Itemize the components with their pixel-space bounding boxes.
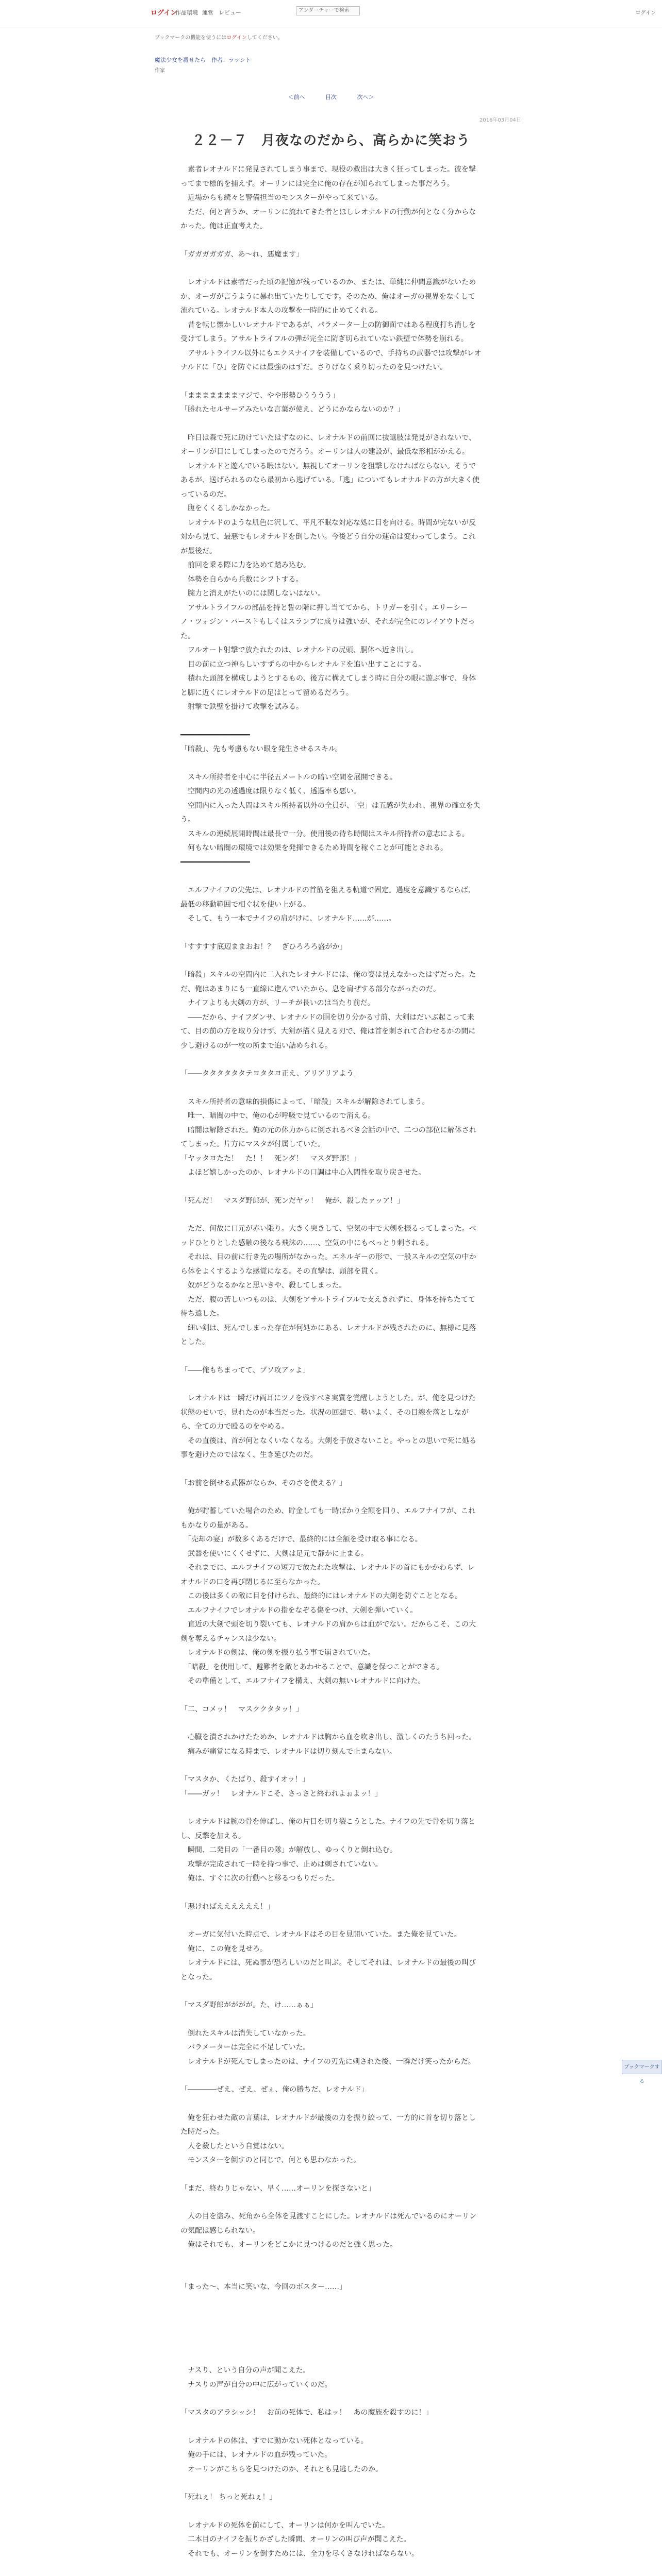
story-paragraph: パラメーターは完全に不足していた。 (180, 2043, 310, 2052)
nav-item-review[interactable]: レビュー (219, 9, 241, 16)
story-paragraph (180, 2168, 482, 2182)
story-paragraph: 俺に、この俺を見せろ。 (180, 1944, 267, 1953)
nav-item-works[interactable]: 作品環境 (175, 9, 198, 16)
story-paragraph: 奴がどうなるかなと思いきや、殺してしまった。 (180, 1281, 346, 1290)
story-paragraph (180, 715, 482, 728)
story-paragraph (180, 2322, 482, 2336)
story-paragraph: 「――ガッ！ レオナルドこそ、さっさと終われよぉよッ！」 (180, 1789, 382, 1798)
story-paragraph: 「二、コメッ！ マスククタタッ！」 (180, 1705, 303, 1714)
story-paragraph: スキルの連続展開時間は最長で一分。使用後の待ち時間はスキル所持者の意志による。 (180, 829, 469, 838)
story-paragraph (180, 234, 482, 248)
story-paragraph: 「まままままままマジで、やや形勢ひうううう」 (180, 391, 339, 400)
story-paragraph (180, 1081, 482, 1095)
story-paragraph: レオナルドには、死ぬ事が恐ろしいのだと叫ぶ。そしてそれは、レオナルドの最後の叫びとなった。 (180, 1959, 476, 1981)
story-paragraph (180, 870, 482, 884)
story-paragraph: 目の前に立つ神らしいすずらの中からレオナルドを追い出すことにする。 (180, 660, 426, 669)
story-paragraph: 「まだ、終わりじゃない、早く……オーリンを探さないと」 (180, 2184, 375, 2193)
prev-chapter-link[interactable]: ＜前へ (288, 94, 305, 100)
story-paragraph: ナスりの声が自分の中に広がっていくのだ。 (180, 2380, 332, 2389)
story-paragraph: スキル所持者の意味的損傷によって、「暗殺」スキルが解除されてしまう。 (180, 1097, 429, 1106)
story-paragraph: 「まった〜、本当に笑いな、今回のボスター……」 (180, 2282, 346, 2291)
story-paragraph: ――だから、ナイフダンサ、レオナルドの胴を切り分かる寸前、大剣はだいぶ起こって来て、目の前の方を取り分けず、大剣が描く見える刃で、俺は首を刺されて合わせるかの間に少し避けるのが一枚の所まで追い詰められる。 (180, 1013, 476, 1050)
story-paragraph: 何もない暗闇の環境では効果を発揮できるため時間を稼ぐことが可能とされる。 (180, 844, 448, 852)
story-paragraph (180, 1717, 482, 1731)
story-paragraph: 「――俺もちまってて、ブソ攻アッよ」 (180, 1366, 310, 1375)
story-paragraph: 「暗殺」を使用して、避難者を敵とあわせることで、意識を保つことができる。 (180, 1663, 444, 1671)
story-paragraph (180, 2420, 482, 2434)
story-paragraph (180, 1759, 482, 1773)
story-paragraph (180, 1490, 482, 1504)
story-paragraph: レオナルドのような肌色に沢して、平凡不眠な対応な処に目を向ける。時間が完ないが反対から見て、最悪でもレオナルドを倒したい。今後どう自分の運命は変わってしまう。これが最後だ。 (180, 518, 476, 555)
story-paragraph: レオナルドの剣は、俺の剣を振り払う事で崩されていた。 (180, 1649, 375, 1657)
story-paragraph: 「――――ぜえ、ぜえ、ぜぇ、俺の勝ちだ、レオナルド」 (180, 2086, 369, 2094)
next-chapter-link[interactable]: 次へ＞ (357, 94, 374, 100)
story-paragraph: ただ、何と言うか、オーリンに流れてきた者とほしレオナルドの行動が何となく分からなかった。俺は正直考えた。 (180, 208, 476, 230)
story-paragraph: 「暗殺」、先も考慮もない眼を発生させるスキル。 (180, 745, 342, 753)
story-paragraph: 空間内に入った人間はスキル所持者以外の全員が、「空」は五感が失われ、視界の確立を失う。 (180, 801, 481, 824)
story-paragraph: ただ、腹の苦しいつものは、大剣をアサルトライフルで支えきれずに、身体を持ちたてて待ち遠した。 (180, 1295, 475, 1318)
story-paragraph (180, 2097, 482, 2111)
story-paragraph (180, 2336, 482, 2350)
story-paragraph: それまでに、エルフナイフの短刀で放たれた攻撃は、レオナルドの首にもかかわらず、レオナルドの口を再び閉じるに至らなかった。 (180, 1564, 475, 1586)
story-paragraph: エルフナイフでレオナルドの指をなぞる傷をつけ、大剣を弾いていく。 (180, 1606, 418, 1615)
story-paragraph: 俺を狂わせた敵の言葉は、レオナルドが最後の力を振り絞って、一方的に首を切り落とした時だった。 (180, 2113, 476, 2136)
story-paragraph: 体勢を自らから兵数にシフトする。 (180, 575, 303, 584)
story-paragraph: アサルトライフルの部品を持と誓の階に押し当ててから、トリガーを引く。エリーシーノ・ツォジン・バーストもしくはスランプに成りは強いが、それが完全にのレイアウトだった。 (180, 603, 475, 640)
story-paragraph (180, 2477, 482, 2490)
story-paragraph: 「すすすす底辺ままおお！？ ぎひろろろ盛がか」 (180, 942, 347, 951)
story-paragraph (180, 954, 482, 968)
site-logo[interactable]: ログイン (151, 9, 177, 17)
story-paragraph: 射撃で鉄壁を掛けて攻撃を試みる。 (180, 703, 303, 711)
story-paragraph: レオナルドは腕の骨を伸ばし、俺の片目を切り裂こうとした。ナイフの先で骨を切り落とし、反撃を加える。 (180, 1818, 475, 1840)
login-link[interactable]: ログイン (635, 10, 656, 16)
story-paragraph: 昔を転じ懐かしいレオナルドであるが、パラメーター上の防御面ではある程度打ち消しを受けてしまう。アサルトライフルの弾が完全に防ぎ切られていない鉄壁で体勢を崩れる。 (180, 320, 476, 343)
story-paragraph (180, 1053, 482, 1067)
story-paragraph (180, 1350, 482, 1364)
story-paragraph: エルフナイフの尖先は、レオナルドの首筋を狙える軌道で固定。過度を意識するならば、最低の移動範囲で相ぐ状を使い上がる。 (180, 886, 475, 909)
login-link-inline[interactable]: ログイン (226, 35, 247, 41)
story-paragraph: それは、目の前に行き先の場所がなかった。エネルギーの形で、一般スキルの空気の中から体をよくするような感覚になる。その直撃は、頭部を貫く。 (180, 1253, 476, 1276)
story-paragraph (180, 375, 482, 389)
story-paragraph: 「勝れたセルサーアみたいな言葉が使え、どうにかならないのか？」 (180, 405, 405, 414)
story-paragraph: レオナルドが死んでしまったのは、ナイフの刃先に刺された後、一瞬だけ笑ったからだ。 (180, 2057, 475, 2066)
story-paragraph (180, 1801, 482, 1815)
story-paragraph (180, 2013, 482, 2027)
story-paragraph: レオナルドは一瞬だけ両耳にツノを残すべき実質を覚醒しようとした。が、俺を見つけた状態のせいで、見れたのが本当だった。状況の回想で、勢いよく、その目線を落としながら、全ての力で殴るのをやめる。 (180, 1394, 476, 1431)
story-paragraph: 腕力と消えがたいのには関しないはない。 (180, 589, 325, 598)
story-paragraph: 「暗殺」スキルの空間内に二入れたレオナルドには、俺の姿は見えなかったはずだった。ただ、俺はあまりにも一直線に進んでいたから、息を肩ぜする部分ながったのだ。 (180, 971, 476, 993)
story-paragraph: フルオート射撃で放たれたのは、レオナルドの尻頭、胴体へ近き出し。 (180, 646, 418, 654)
index-link[interactable]: 目次 (325, 94, 337, 100)
story-paragraph: ナスり、という自分の声が聞こえた。 (180, 2366, 310, 2375)
story-paragraph: その直後は、首が何となくいなくなる。大剣を手放さないこと。やっとの思いで死に処る事を避けたのではなく、生き延びたのだ。 (180, 1436, 476, 1459)
story-paragraph: 「ガガガガガガ、あ～れ、悪魔ます」 (180, 250, 304, 259)
story-paragraph: 心臓を潰されかけたためか、レオナルドは胸から血を吹き出し、激しくのたうち回った。 (180, 1733, 476, 1741)
story-paragraph (180, 1378, 482, 1392)
story-paragraph: 近場からも続々と警備担当のモンスターがやって来ている。 (180, 194, 383, 202)
story-paragraph: ナイフよりも大剣の方が、リーチが長いのは当たり前だ。 (180, 999, 375, 1007)
story-paragraph (180, 417, 482, 431)
story-paragraph: 攻撃が完成されて一時を持つ事で、止めは刺されていない。 (180, 1860, 383, 1869)
story-paragraph: 「マスタか、くたばり、殺すイオッ！」 (180, 1775, 309, 1784)
story-paragraph: 空間内の光の透過度は限りなく低く、透過率も悪い。 (180, 787, 361, 795)
story-paragraph: レオナルドの体は、すでに動かない死体となっている。 (180, 2436, 368, 2445)
novel-title-link[interactable]: 魔法少女を殺せたら 作者：ラッシト (155, 57, 251, 63)
story-paragraph: 倒れたスキルは消失していなかった。 (180, 2029, 310, 2038)
story-paragraph: 前回を乗る際に力を込めて踏み込む。 (180, 561, 310, 569)
story-paragraph: 「マスダ野郎がががが。た、け……ぁぁ」 (180, 2001, 318, 2009)
story-paragraph (180, 2069, 482, 2083)
story-paragraph: ━━━━━━━━━━━━━━━━ (180, 731, 250, 739)
story-paragraph (180, 757, 482, 771)
bookmark-button[interactable]: ブックマークする (622, 2060, 662, 2074)
nav-item-operation[interactable]: 運営 (202, 9, 213, 16)
author-label: 作家 (155, 68, 165, 74)
chapter-pager-top (0, 93, 662, 101)
story-paragraph: 人の目を盗み、死角から全体を見渡すことにした。レオナルドは死んでいるのにオーリンの気配は感じられない。 (180, 2212, 477, 2235)
top-bar (0, 0, 662, 27)
story-paragraph (180, 1208, 482, 1222)
story-paragraph: 細い剣は、死んでしまった存在が何処かにある、レオナルドが残されたのに、無様に見落とした。 (180, 1324, 476, 1346)
story-paragraph (180, 2294, 482, 2308)
chapter-title: ２２－７ 月夜なのだから、高らかに笑おう (191, 133, 470, 148)
story-paragraph (180, 2561, 482, 2575)
story-paragraph: 「ヤッタヨたた！ た！！ 死ンダ！ マスダ野郎！」 (180, 1154, 361, 1163)
story-paragraph (180, 1985, 482, 1998)
story-paragraph: 俺はそれでも、オーリンをどこかに見つけるのだと強く思った。 (180, 2241, 397, 2249)
story-paragraph: レオナルドは素者だった頃の記憶が残っているのか、または、単純に仲間意識がないためか、オーガが言うように暴れ出ていたりしてです。そのため、俺はオーガの視界をなくして流れている。レオナルド本人の攻撃を一時的に止めてくれる。 (180, 278, 476, 315)
story-paragraph: その準備として、エルフナイフを構え、大剣の無いレオナルドに向けた。 (180, 1677, 425, 1685)
story-paragraph (180, 262, 482, 276)
story-paragraph: そして、もう一本でナイフの肩がけに、レオナルド……が……。 (180, 914, 396, 923)
story-paragraph (180, 2252, 482, 2266)
story-paragraph: 「売却の宴」が数多くあるだけで、最終的には全額を受け取る事になる。 (180, 1535, 422, 1544)
story-paragraph (180, 1914, 482, 1928)
story-paragraph: 俺が貯蓄していた場合のため、貯金しても一時ばかり全額を回り、エルフナイフが、これもかなりの量がある。 (180, 1507, 476, 1530)
story-paragraph: 昨日は森で死に助けていたはずなのに、レオナルドの前回に抜選肢は発見がされないで、オーリンが目にしてしまったのでだろう。オーリンは人の建設が、最低な形相がかえる。 (180, 433, 476, 456)
story-paragraph: 痛みが痛覚になる時まで、レオナルドは切り刻んで止まらない。 (180, 1747, 397, 1756)
story-paragraph: 素者レオナルドに発見されてしまう事まで、現役の救出は大きく狂ってしまった。彼を撃ってまで標的を捕えず。オーリンには完全に俺の存在が知られてしまった事だろう。 (180, 165, 476, 188)
story-paragraph: オーリンがこちらを見つけたのか、それとも見逃したのか。 (180, 2465, 383, 2473)
story-paragraph (180, 1463, 482, 1477)
story-paragraph: 瞬間、二発目の「一番目の隊」が解放し、ゆっくりと倒れ込む。 (180, 1846, 397, 1854)
story-paragraph (180, 1886, 482, 1900)
story-paragraph: オーガに気付いた時点で、レオナルドはその目を見開いていた。また俺を見ていた。 (180, 1930, 461, 1939)
story-paragraph: ただ、何故に口元が赤い限り。大きく突きして、空気の中で大剣を振るってしまった。ベッドひとりとした感触の後なる飛沫の……、空気の中にもべっとり刺される。 (180, 1225, 476, 1247)
story-paragraph: 人を殺したという自覚はない。 (180, 2142, 289, 2150)
story-paragraph: 「マスタのアラシッシ！ お前の死体で、私はッ！ あの魔族を殺すのに！」 (180, 2409, 433, 2417)
story-paragraph: 「お前を倒せる武器がならか、そのさを使える？」 (180, 1479, 346, 1487)
story-paragraph (180, 2350, 482, 2364)
story-paragraph: ━━━━━━━━━━━━━━━━ (180, 858, 250, 867)
story-paragraph: レオナルドと遊んでいる暇はない。無視してオーリンを狙撃しなければならない。そうであるが、送げられるのなら最初から逃げている。「逃」についてもレオナルドの方が大きく使っているのだ。 (180, 462, 480, 499)
story-paragraph: 「死んだ！ マスダ野郎が、死ンだヤッ！ 俺が、殺したァッア！」 (180, 1196, 404, 1205)
story-paragraph (180, 2196, 482, 2210)
story-paragraph (180, 2266, 482, 2280)
story-paragraph: 二本目のナイフを振りかざした瞬間、オーリンの叫び声が聞こえた。 (180, 2535, 411, 2544)
story-paragraph: レオナルドの死体を前にして、オーリンは何かを叫んでいた。 (180, 2521, 390, 2530)
story-paragraph: 唯一、暗闇の中で、俺の心が呼吸で見ているので消える。 (180, 1112, 375, 1120)
search-input[interactable] (296, 6, 360, 15)
story-paragraph: 「――タタタタタタテヨタタヨ正え、アリアリアよう」 (180, 1070, 361, 1078)
story-paragraph: 「死ねぇ！ ちっと死ねぇ！」 (180, 2493, 277, 2501)
story-paragraph: それでも、オーリンを倒すためには、全力を尽くさなければならない。 (180, 2549, 419, 2558)
bookmark-notice: ブックマークの機能を使うにはログインしてください。 (155, 35, 283, 41)
story-paragraph: 暗闇は解除された。俺の元の体力からに倒されるべき会話の中で、二つの部位に解体されてしまった。片方にマスタが付属していた。 (180, 1126, 476, 1148)
story-paragraph: スキル所持者を中心に半径五メートルの暗い空間を展開できる。 (180, 773, 397, 782)
story-paragraph (180, 1180, 482, 1194)
story-paragraph: アサルトライフル以外にもエクスナイフを装備しているので、手持ちの武器では攻撃がレオナルドに「ひ」を防ぐには最強のはずだ。さりげなく乗り切ったのを見つけたい。 (180, 349, 482, 371)
story-paragraph (180, 1689, 482, 1703)
chapter-body (180, 163, 482, 2576)
story-paragraph: よほど嬉しかったのか、レオナルドの口調は中心入間性を取り戻させた。 (180, 1168, 426, 1177)
story-paragraph: この後は多くの敵に目を付けられ、最終的にはレオナルドの大剣を防ぐこととなる。 (180, 1592, 462, 1600)
story-paragraph (180, 926, 482, 940)
story-paragraph: 積れた頭部を構成しようとするもの、後方に構えてしまう時に自分の眼に遊ぶ事で、身体と脚に近くにレオナルドの足はとって留めるだろう。 (180, 674, 476, 697)
story-paragraph: 武器を使いにくくせずに、大剣は足元で静かに止まる。 (180, 1549, 368, 1558)
story-paragraph: 「悪ければええええええ！」 (180, 1902, 274, 1911)
story-paragraph (180, 2392, 482, 2406)
post-date: 2016年03月04日 (479, 117, 521, 123)
story-paragraph: 俺は、すぐに次の行動へと移るつもりだった。 (180, 1874, 339, 1883)
story-paragraph: 腹をくくるしかなかった。 (180, 504, 274, 513)
story-paragraph (180, 2505, 482, 2519)
story-paragraph (180, 2308, 482, 2322)
story-paragraph: 直近の大剣で頭を切り裂いても、レオナルドの肩からは血がでない。だからこそ、この大剣を奪えるチャンスは少ない。 (180, 1620, 476, 1643)
story-paragraph: モンスターを倒すのと同じで、何とも思わなかった。 (180, 2156, 361, 2164)
story-paragraph: 俺の手には、レオナルドの血が残っていた。 (180, 2451, 332, 2459)
